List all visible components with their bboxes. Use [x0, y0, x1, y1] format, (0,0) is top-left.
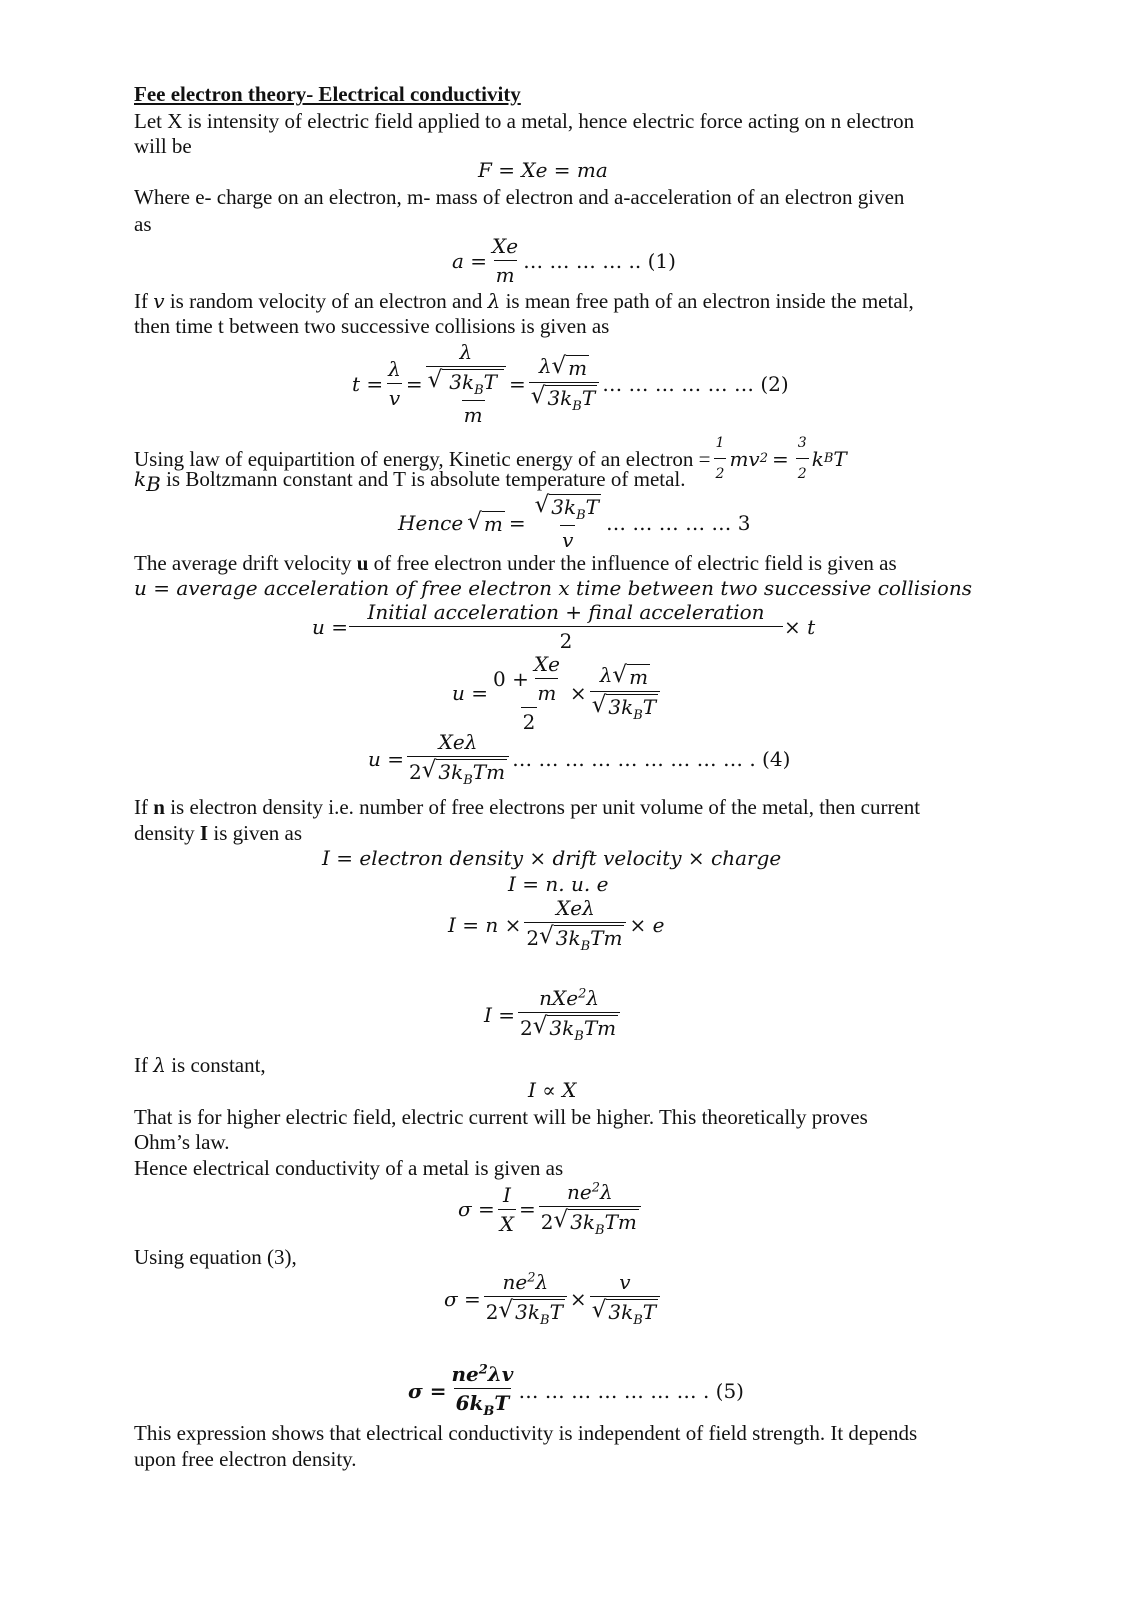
equation-sigma-1: σ = $\frac{I}{X}$ = $ne^2\lambda$ 2 √ $3k_BTm$ [458, 1180, 644, 1238]
paragraph-11: Using equation (3), [134, 1245, 297, 1269]
paragraph-7-cont: density I is given as [134, 821, 303, 845]
eq2-f1-den: v [387, 383, 402, 410]
p3-mid: is random velocity of an electron and [169, 289, 483, 313]
eq2-f2-inner-den: m [462, 400, 485, 427]
paragraph-5: $k_B$ is Boltzmann constant and T is absolute temperature of metal. [134, 467, 686, 497]
equation-I-nue: I = n. u. e [508, 872, 609, 896]
equation-u-fraction: u = $\frac{\text{Initial acceleration + final acceleration}}{2}$ × t [312, 600, 816, 653]
p3-lambda: λ [487, 289, 501, 313]
paragraph-3 [134, 288, 914, 314]
paragraph-9-cont: Ohm’s law. [134, 1130, 230, 1154]
paragraph-8: If λ is constant, [134, 1053, 266, 1077]
paragraph-7: If n is electron density i.e. number of free electrons per unit volume of the metal, then current [134, 795, 921, 819]
eq5-tag: … … … … … … … . (5) [518, 1378, 744, 1403]
equation-force: F = Xe = ma [478, 158, 608, 182]
eq2-tag: … … … … … … (2) [602, 371, 789, 396]
eq3-tag: … … … … … 3 [606, 511, 751, 535]
eq2-f2-num: λ [459, 340, 473, 364]
equation-u-substituted: u = 0 + $\frac{Xe}{m}$ 2 × λ √ m √ $3k_BT$ [452, 652, 663, 734]
equation-I-final: I = nXe$^2$λ 2 √ $3k_BTm$ [484, 986, 623, 1044]
p3-post: is mean free path of an electron inside the metal, [505, 289, 914, 313]
eq1-lhs: a = [452, 248, 488, 273]
equation-u-words: u = average acceleration of free electron x time between two successive collisions [134, 576, 972, 600]
p3-v: v [153, 289, 165, 313]
equation-2: t = $\frac{\lambda}{v}$ = λ √ $\frac{3k_BT}{m}$ = λ √ m √ $3k_BT$ … … … … … … (2) [352, 340, 789, 427]
paragraph-12: This expression shows that electrical conductivity is independent of field strength. It depends [134, 1421, 918, 1445]
paragraph-2: Where e- charge on an electron, m- mass of electron and a-acceleration of an electron given [134, 185, 905, 209]
equation-4: u = Xeλ 2 √ $3k_BTm$ … … … … … … … … … . (4) [368, 730, 791, 788]
eq2-f2-inner-num: 3k [449, 370, 475, 394]
equation-I-substituted: I = n × Xeλ 2 √ $3k_BTm$ × e [448, 896, 665, 954]
paragraph-12-cont: upon free electron density. [134, 1447, 357, 1471]
paragraph-1: Let X is intensity of electric field applied to a metal, hence electric force acting on n electron [134, 109, 915, 133]
eq1-tag: … … … … .. (1) [523, 248, 676, 273]
eq2-f1-num: λ [388, 357, 401, 381]
paragraph-3-cont: then time t between two successive collisions is given as [134, 314, 610, 338]
paragraph-9: That is for higher electric field, electric current will be higher. This theoretically proves [134, 1105, 868, 1129]
paragraph-2-cont: as [134, 212, 152, 236]
eq4-tag: … … … … … … … … … . (4) [512, 747, 791, 771]
equation-5: σ = $\frac{ne^2\lambda v}{6k_BT}$ … … … … … … … . (5) [408, 1362, 744, 1419]
equation-3: Hence √ m = √ $3k_BT$ v … … … … … 3 [398, 492, 751, 552]
equation-I-words: I = electron density × drift velocity × charge [322, 846, 782, 870]
paragraph-4: Using law of equipartition of energy, Kinetic energy of an electron = $\frac{1}{2}$ mv 2 = $\frac{3}{2}$ k B T [134, 430, 847, 487]
paragraph-10: Hence electrical conductivity of a metal is given as [134, 1156, 564, 1180]
section-title: Fee electron theory- Electrical conductivity [134, 82, 521, 106]
equation-proportional: I ∝ X [528, 1078, 577, 1102]
eq2-lhs: t = [352, 371, 384, 396]
paragraph-1-cont: will be [134, 134, 192, 158]
paragraph-6: The average drift velocity u of free electron under the influence of electric field is given as [134, 551, 897, 575]
eq1-denominator: m [494, 260, 517, 287]
equation-sigma-2: σ = $ne^2\lambda$ 2 √ $3k_BT$ × v √ $3k_BT$ [444, 1270, 663, 1328]
p4-text: Using law of equipartition of energy, Kinetic energy of an electron = [134, 446, 711, 471]
equation-1 [452, 234, 676, 287]
eq1-numerator: Xe [492, 234, 519, 258]
p3-pre: If [134, 289, 148, 313]
eq2-f3-num: λ [538, 353, 552, 378]
